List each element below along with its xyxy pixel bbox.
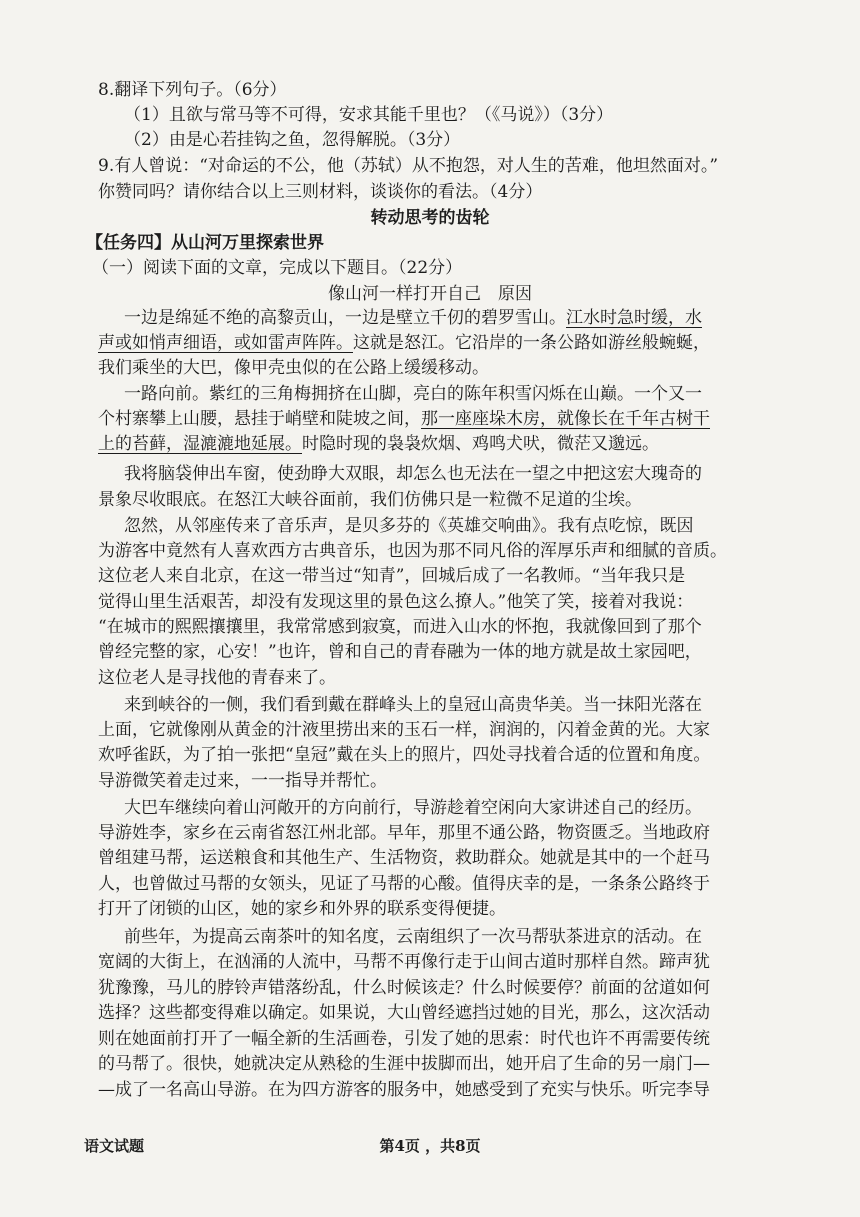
p2-line2	[98, 407, 710, 431]
p4-line3: 这位老人来自北京，在这一带当过“知青”，回城后成了一名教师。“当年我只是	[98, 566, 686, 586]
p7-line6: 的马帮了。很快，她就决定从熟稔的生涯中拔脚而出，她开启了生命的另一扇门—	[98, 1054, 710, 1074]
p4-line5: “在城市的熙熙攘攘里，我常常感到寂寞，而进入山水的怀抱，我就像回到了那个	[98, 617, 702, 637]
article-title: 像山河一样打开自己 原因	[328, 284, 532, 304]
p6-line3: 曾组建马帮，运送粮食和其他生产、生活物资，救助群众。她就是其中的一个赶马	[98, 848, 710, 868]
p1-line1	[124, 306, 702, 330]
p7-line5: 则在她面前打开了一幅全新的生活画卷，引发了她的思索：时代也许不再需要传统	[98, 1029, 710, 1049]
p4-line7: 这位老人是寻找他的青春来了。	[98, 668, 336, 688]
p4-line6: 曾经完整的家，心安！”也许，曾和自己的青春融为一体的地方就是故土家园吧，	[98, 642, 702, 662]
question-8-1: （1）且欲与常马等不可得，安求其能千里也？（《马说》）（3分）	[124, 105, 614, 125]
footer-subject: 语文试题	[84, 1137, 145, 1155]
p1-text: 这就是怒江。它沿岸的一条公路如游丝般蜿蜒，	[353, 333, 710, 353]
p3-line1: 我将脑袋伸出车窗，使劲睁大双眼，却怎么也无法在一望之中把这宏大瑰奇的	[124, 464, 702, 484]
p6-line5: 打开了闭锁的山区，她的家乡和外界的联系变得便捷。	[98, 899, 506, 919]
p7-line7: —成了一名高山导游。在为四方游客的服务中，她感受到了充实与快乐。听完李导	[98, 1080, 710, 1100]
p7-line4: 选择？这些都变得难以确定。如果说，大山曾经遮挡过她的目光，那么，这次活动	[98, 1003, 710, 1023]
question-8: 8.翻译下列句子。（6分）	[98, 80, 287, 100]
reading-instruction: （一）阅读下面的文章，完成以下题目。（22分）	[92, 258, 463, 278]
p5-line2: 上面，它就像刚从黄金的汁液里捞出来的玉石一样，润润的，闪着金黄的光。大家	[98, 720, 710, 740]
p6-line4: 人，也曾做过马帮的女领头，见证了马帮的心酸。值得庆幸的是，一条条公路终于	[98, 874, 710, 894]
footer-page-number: 第4页 ，共8页	[379, 1137, 481, 1155]
p2-text: 时隐时现的袅袅炊烟、鸡鸣犬吠，微茫又邈远。	[302, 434, 659, 454]
p7-line3: 犹豫豫，马儿的脖铃声错落纷乱，什么时候该走？什么时候要停？前面的岔道如何	[98, 978, 710, 998]
question-9-line2: 你赞同吗？请你结合以上三则材料，谈谈你的看法。（4分）	[98, 182, 543, 202]
p4-line1: 忽然，从邻座传来了音乐声，是贝多芬的《英雄交响曲》。我有点吃惊，既因	[124, 516, 694, 536]
p1-line2	[98, 331, 710, 355]
p5-line4: 导游微笑着走过来，一一指导并帮忙。	[98, 771, 387, 791]
p2-text: 个村寨攀上山腰，悬挂于峭壁和陡坡之间，	[98, 409, 421, 429]
p4-line2: 为游客中竟然有人喜欢西方古典音乐，也因为那不同凡俗的浑厚乐声和细腻的音质。	[98, 541, 727, 561]
question-9-line1: 9.有人曾说：“对命运的不公，他（苏轼）从不抱怨，对人生的苦难，他坦然面对。”	[98, 156, 719, 176]
p2-line3	[98, 432, 659, 456]
section-title: 转动思考的齿轮	[370, 208, 490, 228]
p7-line2: 宽阔的大街上，在汹涌的人流中，马帮不再像行走于山间古道时那样自然。蹄声犹	[98, 952, 710, 972]
p2-line1: 一路向前。紫红的三角梅拥挤在山脚，亮白的陈年积雪闪烁在山巅。一个又一	[124, 384, 702, 404]
underlined-sentence: 江水时急时缓，水	[566, 308, 702, 328]
p1-line3: 我们乘坐的大巴，像甲壳虫似的在公路上缓缓移动。	[98, 358, 489, 378]
p7-line1: 前些年，为提高云南茶叶的知名度，云南组织了一次马帮驮茶进京的活动。在	[124, 927, 702, 947]
underlined-sentence: 上的苔藓，湿漉漉地延展。	[98, 434, 302, 454]
p5-line3: 欢呼雀跃，为了拍一张把“皇冠”戴在头上的照片，四处寻找着合适的位置和角度。	[98, 745, 711, 765]
task-heading: 【任务四】从山河万里探索世界	[86, 233, 324, 253]
underlined-sentence: 那一座座垛木房，就像长在千年古树干	[421, 409, 710, 429]
p3-line2: 景象尽收眼底。在怒江大峡谷面前，我们仿佛只是一粒微不足道的尘埃。	[98, 490, 642, 510]
p6-line2: 导游姓李，家乡在云南省怒江州北部。早年，那里不通公路，物资匮乏。当地政府	[98, 823, 710, 843]
p4-line4: 觉得山里生活艰苦，却没有发现这里的景色这么撩人。”他笑了笑，接着对我说：	[98, 592, 694, 612]
underlined-sentence: 声或如悄声细语，或如雷声阵阵。	[98, 333, 353, 353]
p1-text: 一边是绵延不绝的高黎贡山，一边是壁立千仞的碧罗雪山。	[124, 308, 566, 328]
question-8-2: （2）由是心若挂钩之鱼，忽得解脱。（3分）	[124, 130, 461, 150]
p5-line1: 来到峡谷的一侧，我们看到戴在群峰头上的皇冠山高贵华美。当一抹阳光落在	[124, 695, 702, 715]
p6-line1: 大巴车继续向着山河敞开的方向前行，导游趁着空闲向大家讲述自己的经历。	[124, 798, 702, 818]
